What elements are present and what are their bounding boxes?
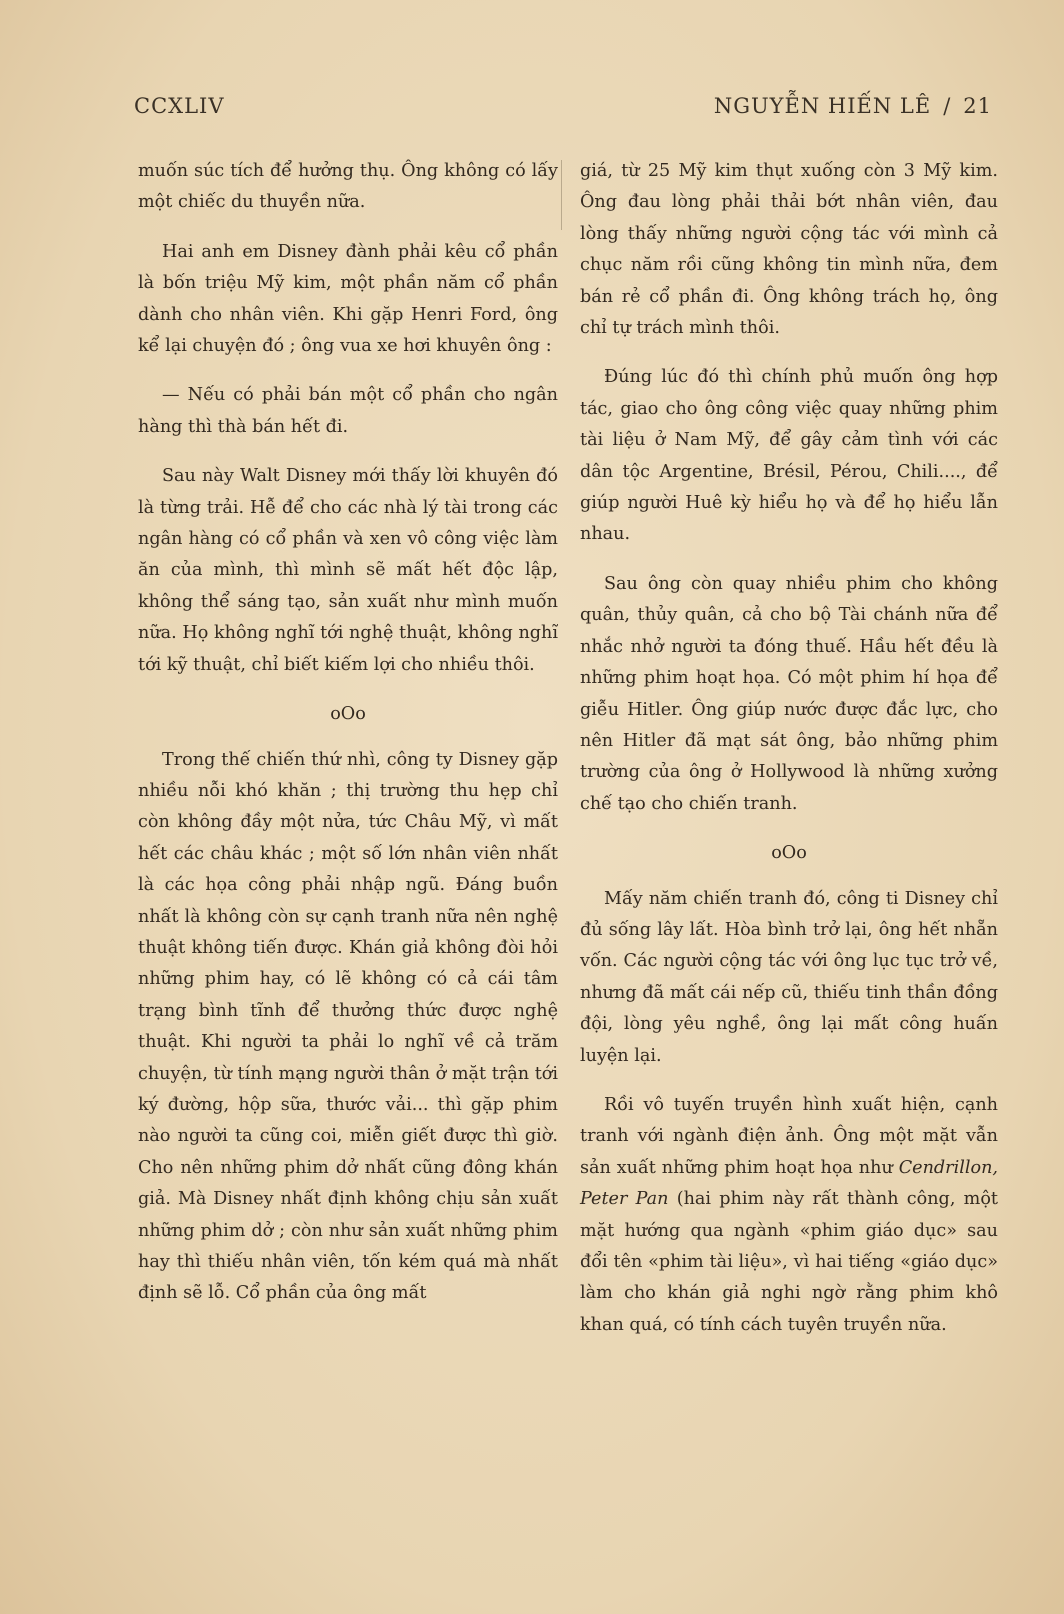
paragraph-text: Rồi vô tuyến truyền hình xuất hiện, cạnh tranh với ngành điện ảnh. Ông một mặt vẫn sản xuất những phim hoạt họa như [580, 1094, 998, 1178]
right-column [580, 156, 998, 1359]
header-separator: / [943, 94, 952, 118]
section-ornament: oOo [771, 843, 807, 864]
page-number: 21 [963, 94, 992, 118]
paragraph: Trong thế chiến thứ nhì, công ty Disney gặp nhiều nỗi khó khăn ; thị trường thu hẹp chỉ còn không đầy một nửa, tức Châu Mỹ, vì mất hết các châu khác ; một số lớn nhân viên nhất là các họa công phải nhập ngũ. Đáng buồn nhất là không còn sự cạnh tranh nữa nên nghệ thuật không tiến được. Khán giả không đòi hỏi những phim hay, có lẽ không có cả cái tâm trạng bình tĩnh để thưởng thức được nghệ thuật. Khi người ta phải lo nghĩ về cả trăm chuyện, từ tính mạng người thân ở mặt trận tới ký đường, hộp sữa, thước vải... thì gặp phim nào người ta cũng coi, miễn giết được thì giờ. Cho nên những phim dở nhất cũng đông khán giả. Mà Disney nhất định không chịu sản xuất những phim dở ; còn như sản xuất những phim hay thì thiếu nhân viên, tốn kém quá mà nhất định sẽ lỗ. Cổ phần của ông mất [138, 749, 558, 1304]
paragraph: Đúng lúc đó thì chính phủ muốn ông hợp tác, giao cho ông công việc quay những phim tài liệu ở Nam Mỹ, để gây cảm tình với các dân tộc Argentine, Brésil, Pérou, Chili...., để giúp người Huê kỳ hiểu họ và để họ hiểu lẫn nhau. [580, 367, 998, 545]
running-head [714, 94, 992, 118]
paragraph: muốn súc tích để hưởng thụ. Ông không có lấy một chiếc du thuyền nữa. [138, 161, 558, 213]
paragraph: Sau này Walt Disney mới thấy lời khuyên đó là từng trải. Hễ để cho các nhà lý tài trong các ngân hàng có cổ phần và xen vô công việc làm ăn của mình, thì mình sẽ mất hết độc lập, không thể sáng tạo, sản xuất như mình muốn nữa. Họ không nghĩ tới nghệ thuật, không nghĩ tới kỹ thuật, chỉ biết kiếm lợi cho nhiều thôi. [138, 466, 558, 675]
column-divider [561, 160, 562, 230]
paragraph: Hai anh em Disney đành phải kêu cổ phần là bốn triệu Mỹ kim, một phần năm cổ phần dành cho nhân viên. Khi gặp Henri Ford, ông kể lại chuyện đó ; ông vua xe hơi khuyên ông : [138, 241, 558, 357]
film-titles: Cendrillon, Peter Pan [580, 1157, 998, 1210]
paragraph: — Nếu có phải bán một cổ phần cho ngân hàng thì thà bán hết đi. [138, 385, 558, 437]
paragraph: Sau ông còn quay nhiều phim cho không quân, thủy quân, cả cho bộ Tài chánh nữa để nhắc nhở người ta đóng thuế. Hầu hết đều là những phim hoạt họa. Có một phim hí họa để giễu Hitler. Ông giúp nước được đắc lực, cho nên Hitler đã mạt sát ông, bảo những phim trường của ông ở Hollywood là những xưởng chế tạo cho chiến tranh. [580, 573, 998, 814]
paragraph-text: (hai phim này rất thành công, một mặt hướng qua ngành «phim giáo dục» sau đổi tên «phim tài liệu», vì hai tiếng «giáo dục» làm cho khán giả nghi ngờ rằng phim khô khan quá, có tính cách tuyên truyền nữa. [580, 1189, 999, 1335]
paragraph: giá, từ 25 Mỹ kim thụt xuống còn 3 Mỹ kim. Ông đau lòng phải thải bớt nhân viên, đau lòng thấy những người cộng tác với mình cả chục năm rồi cũng không tin mình nữa, đem bán rẻ cổ phần đi. Ông không trách họ, ông chỉ tự trách mình thôi. [580, 161, 998, 339]
section-ornament: oOo [330, 704, 366, 725]
left-column [138, 156, 558, 1328]
author-name: NGUYỄN HIẾN LÊ [713, 94, 932, 118]
paragraph: Mấy năm chiến tranh đó, công ti Disney chỉ đủ sống lây lất. Hòa bình trở lại, ông hết nhẵn vốn. Các người cộng tác với ông lục tục trở về, nhưng đã mất cái nếp cũ, thiếu tinh thần đồng đội, lòng yêu nghề, ông lại mất công huấn luyện lại. [580, 888, 998, 1066]
page-header [134, 94, 992, 126]
paragraph [580, 1090, 998, 1341]
section-number: CCXLIV [134, 94, 225, 118]
